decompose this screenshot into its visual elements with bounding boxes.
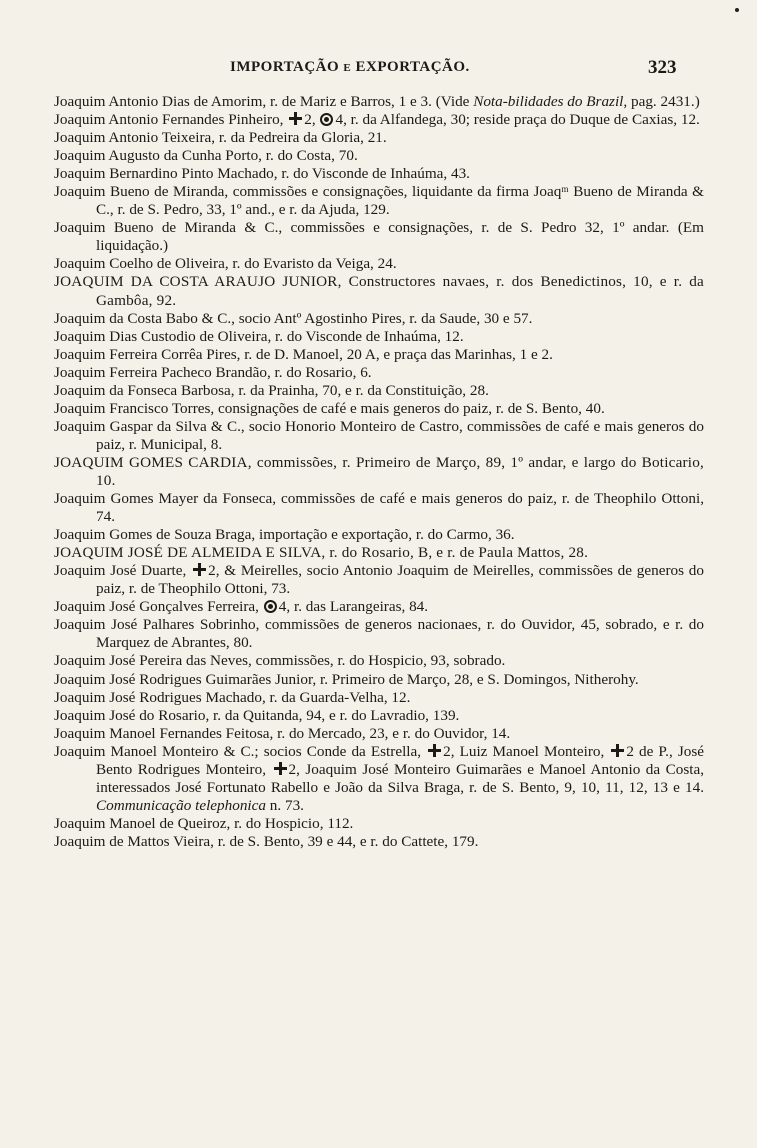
directory-entry [54,598,704,616]
entry-text: Joaquim Dias Custodio de Oliveira, r. do Visconde de Inhaúma, 12. [54,327,464,345]
directory-entry [54,544,704,562]
directory-entry [54,743,704,815]
entry-text: Joaquim Bueno de Miranda, commissões e consignações, liquidante da firma Joaqᵐ Bueno de Miranda & C., r. de S. Pedro, 33, 1º and., e r. da Ajuda, 129. [54,183,704,219]
entry-text: JOAQUIM JOSÉ DE ALMEIDA E SILVA, r. do Rosario, B, e r. de Paula Mattos, 28. [54,544,589,562]
entry-text: Joaquim Gomes Mayer da Fonseca, commissões de café e mais generos do paiz, r. de Theophilo Ottoni, 74. [54,490,704,526]
entry-text: 2, & Meirelles, socio Antonio Joaquim de Meirelles, commissões de generos do paiz, r. de Theophilo Ottoni, 73. [96,562,704,598]
entry-text: Joaquim Bueno de Miranda & C., commissões e consignações, r. de S. Pedro 32, 1º andar. (Em liquidação.) [54,219,704,255]
directory-entry [54,328,704,346]
cross-icon [611,744,624,757]
entry-text: Joaquim José Rodrigues Machado, r. da Guarda-Velha, 12. [54,688,411,706]
entry-text: Joaquim José do Rosario, r. da Quitanda, 94, e r. do Lavradio, 139. [54,706,460,724]
directory-entry [54,165,704,183]
entry-text: Joaquim Manoel de Queiroz, r. do Hospicio, 112. [54,814,354,832]
directory-entry [54,833,704,851]
entry-text: Joaquim Bernardino Pinto Machado, r. do Visconde de Inhaúma, 43. [54,165,470,183]
entry-text: Joaquim Antonio Teixeira, r. da Pedreira da Gloria, 21. [54,129,387,147]
entry-text: Joaquim José Rodrigues Guimarães Junior, r. Primeiro de Março, 28, e S. Domingos, Nitherohy. [54,670,639,688]
directory-entry [54,382,704,400]
entry-text: , pag. 2431.) [623,93,700,110]
entry-text: Joaquim Gomes de Souza Braga, importação e exportação, r. do Carmo, 36. [54,526,515,544]
directory-entry [54,418,704,454]
directory-entry [54,273,704,309]
entry-text: Joaquim Francisco Torres, consignações de café e mais generos do paiz, r. de S. Bento, 40. [54,399,605,417]
directory-entry [54,689,704,707]
directory-entry [54,562,704,598]
directory-entry [54,707,704,725]
directory-entry [54,526,704,544]
entry-text: Joaquim da Fonseca Barbosa, r. da Prainha, 70, e r. da Constituição, 28. [54,381,489,399]
page-number: 323 [648,57,677,78]
entry-text: JOAQUIM DA COSTA ARAUJO JUNIOR, Constructores navaes, r. dos Benedictinos, 10, e r. da Gambôa, 92. [54,273,704,309]
ink-dot [735,8,739,12]
entry-text: 2 de P., José Bento Rodrigues Monteiro, [96,742,704,778]
entry-text: 4, r. das Larangeiras, 84. [278,598,429,616]
entry-text: Joaquim José Pereira das Neves, commissões, r. do Hospicio, 93, sobrado. [54,652,506,670]
directory-entry [54,364,704,382]
entry-text: Joaquim José Palhares Sobrinho, commissões de generos nacionaes, r. do Ouvidor, 45, sobrado, e r. do Marquez de Abrantes, 80. [54,616,704,652]
directory-entry [54,400,704,418]
directory-entry [54,219,704,255]
entry-text: Joaquim de Mattos Vieira, r. de S. Bento, 39 e 44, e r. do Cattete, 179. [54,832,479,850]
cross-icon [289,112,302,125]
entry-text: Joaquim Manoel Fernandes Feitosa, r. do Mercado, 23, e r. do Ouvidor, 14. [54,724,511,742]
entry-text: Joaquim Ferreira Corrêa Pires, r. de D. Manoel, 20 A, e praça das Marinhas, 1 e 2. [54,345,553,363]
directory-entry [54,725,704,743]
directory-entry [54,346,704,364]
entry-text: JOAQUIM GOMES CARDIA, commissões, r. Primeiro de Março, 89, 1º andar, e largo do Boticario, 10. [54,453,704,489]
directory-entry [54,652,704,670]
entry-italic-text: Nota-bilidades do Brazil [473,93,624,110]
directory-entry [54,454,704,490]
directory-entries [54,93,704,851]
directory-entry [54,815,704,833]
directory-entry [54,671,704,689]
entry-text: 2, Joaquim José Monteiro Guimarães e Manoel Antonio da Costa, interessados José Fortunato Rabello e João da Silva Braga, r. de S. Bento, 9, 10, 11, 12, 13 e 14. [96,760,705,796]
page-header [0,59,757,83]
entry-italic-text: Communicação telephonica [96,796,266,814]
entry-text: 2, Luiz Manoel Monteiro, [443,742,610,760]
entry-text: Joaquim José Duarte, [54,562,192,580]
directory-entry [54,310,704,328]
directory-entry [54,255,704,273]
entry-text: Joaquim Gaspar da Silva & C., socio Honorio Monteiro de Castro, commissões de café e mais generos do paiz, r. Municipal, 8. [54,417,704,453]
entry-text: Joaquim Antonio Dias de Amorim, r. de Mariz e Barros, 1 e 3. (Vide [54,93,474,110]
cross-icon [193,563,206,576]
entry-text: 4, r. da Alfandega, 30; reside praça do Duque de Caxias, 12. [335,111,700,129]
entry-text: Joaquim Manoel Monteiro & C.; socios Conde da Estrella, [54,742,427,760]
directory-entry [54,616,704,652]
entry-text: Joaquim Ferreira Pacheco Brandão, r. do Rosario, 6. [54,363,372,381]
entry-text: Joaquim da Costa Babo & C., socio Antº Agostinho Pires, r. da Saude, 30 e 57. [54,309,533,327]
entry-text: 2, [304,111,320,129]
rose-icon [320,113,333,126]
cross-icon [274,762,287,775]
rose-icon [264,600,277,613]
directory-entry [54,490,704,526]
entry-text: Joaquim Antonio Fernandes Pinheiro, [54,111,288,129]
entry-text: Joaquim Coelho de Oliveira, r. do Evaristo da Veiga, 24. [54,255,397,273]
directory-entry [54,183,704,219]
entry-text: Joaquim José Gonçalves Ferreira, [54,598,263,616]
entry-text: n. 73. [265,796,304,814]
directory-entry [54,111,704,129]
cross-icon [428,744,441,757]
running-title: IMPORTAÇÃO e EXPORTAÇÃO. [230,59,470,75]
entry-text: Joaquim Augusto da Cunha Porto, r. do Costa, 70. [54,147,358,165]
directory-entry [54,129,704,147]
directory-entry [54,93,704,111]
directory-entry [54,147,704,165]
